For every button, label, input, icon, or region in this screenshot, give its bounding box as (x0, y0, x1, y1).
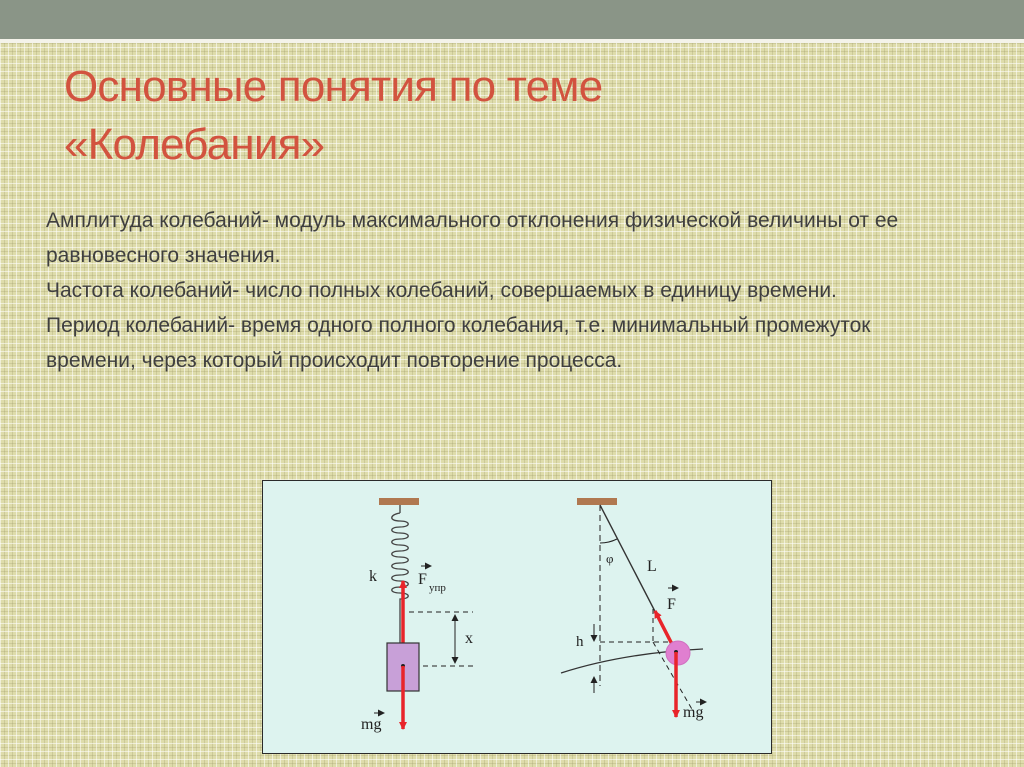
top-divider (0, 39, 1024, 43)
oscillation-figure (262, 480, 772, 754)
displacement-label: x (465, 630, 473, 647)
top-bar (0, 0, 1024, 39)
elastic-force-label: F (418, 571, 427, 588)
title-line-1: Основные понятия по теме (64, 62, 603, 111)
definition-amplitude: Амплитуда колебаний- модуль максимального отклонения физической величины от ее равновесного значения. (46, 209, 899, 267)
restoring-force-label: F (667, 596, 676, 613)
definition-frequency: Частота колебаний- число полных колебаний, совершаемых в единицу времени. (46, 279, 837, 302)
angle-label: φ (606, 551, 614, 566)
spring-k-label: k (369, 568, 377, 585)
elastic-force-subscript: упр (429, 582, 446, 594)
oscillation-diagram (263, 481, 771, 753)
definition-period: Период колебаний- время одного полного колебания, т.е. минимальный промежуток времени, через который происходит повторение процесса. (46, 314, 871, 372)
spring-ceiling (379, 498, 419, 505)
length-label: L (647, 558, 657, 575)
spring-coil (392, 513, 409, 643)
title-line-2: «Колебания» (64, 120, 325, 169)
pendulum-bob (666, 641, 690, 665)
spring-pendulum (361, 498, 473, 733)
definitions (46, 203, 966, 378)
height-label: h (576, 634, 584, 650)
pendulum-ceiling (577, 498, 617, 505)
pendulum-weight-label: mg (683, 704, 704, 721)
spring-weight-label: mg (361, 716, 382, 733)
mathematical-pendulum (561, 498, 706, 721)
slide-title (64, 58, 764, 174)
